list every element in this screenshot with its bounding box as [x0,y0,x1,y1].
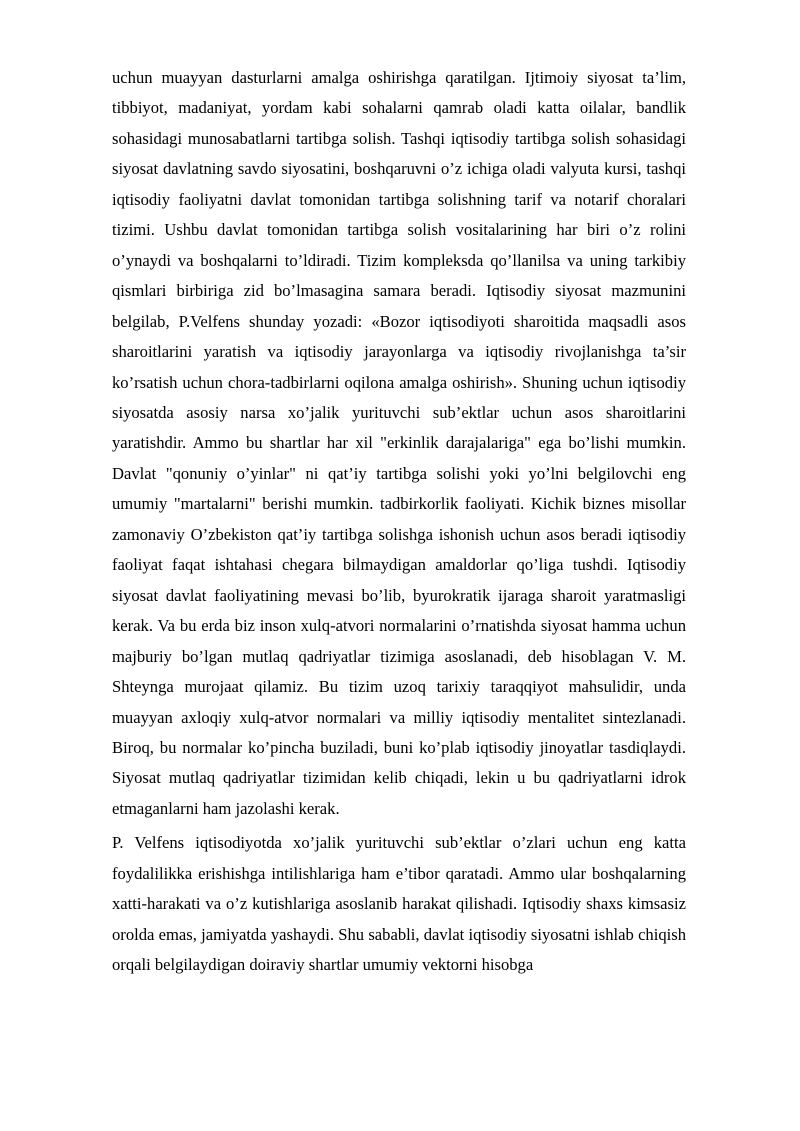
document-page [112,63,686,981]
body-paragraph-2: P. Velfens iqtisodiyotda xo’jalik yurituvchi sub’ektlar o’zlari uchun eng katta foydalilikka erishishga intilishlariga ham e’tibor qaratadi. Ammo ular boshqalarning xatti-harakati va o’z kutishlariga asoslanib harakat qilishadi. Iqtisodiy shaxs kimsasiz orolda emas, jamiyatda yashaydi. Shu sababli, davlat iqtisodiy siyosatni ishlab chiqish orqali belgilaydigan doiraviy shartlar umumiy vektorni hisobga [112,833,686,975]
body-paragraph-1: uchun muayyan dasturlarni amalga oshirishga qaratilgan. Ijtimoiy siyosat ta’lim, tibbiyot, madaniyat, yordam kabi sohalarni qamrab oladi katta oilalar, bandlik sohasidagi munosabatlarni tartibga solish. Tashqi iqtisodiy tartibga solish sohasidagi siyosat davlatning savdo siyosatini, boshqaruvni o’z ichiga oladi valyuta kursi, tashqi iqtisodiy faoliyatni davlat tomonidan tartibga solishning tarif va notarif choralari tizimi. Ushbu davlat tomonidan tartibga solish vositalarining har biri o’z rolini o’ynaydi va boshqalarni to’ldiradi. Tizim kompleksda qo’llanilsa va uning tarkibiy qismlari birbiriga zid bo’lmasagina samara beradi. Iqtisodiy siyosat mazmunini belgilab, P.Velfens shunday yozadi: «Bozor iqtisodiyoti sharoitida maqsadli asos sharoitlarini yaratish va iqtisodiy jarayonlarga va iqtisodiy rivojlanishga ta’sir ko’rsatish uchun chora-tadbirlarni oqilona amalga oshirish». Shuning uchun iqtisodiy siyosatda asosiy narsa xo’jalik yurituvchi sub’ektlar uchun asos sharoitlarini yaratishdir. Ammo bu shartlar har xil "erkinlik darajalariga" ega bo’lishi mumkin. Davlat "qonuniy o’yinlar" ni qat’iy tartibga solishi yoki yo’lni belgilovchi eng umumiy "martalarni" berishi mumkin. tadbirkorlik faoliyati. Kichik biznes misollar zamonaviy O’zbekiston qat’iy tartibga solishga ishonish uchun asos beradi iqtisodiy faoliyat faqat ishtahasi chegara bilmaydigan amaldorlar qo’liga tushdi. Iqtisodiy siyosat davlat faoliyatining mevasi bo’lib, byurokratik ijaraga sharoit yaratmasligi kerak. Va bu erda biz inson xulq-atvori normalarini o’rnatishda siyosat hamma uchun majburiy bo’lgan mutlaq qadriyatlar tizimiga asoslanadi, deb hisoblagan V. M. Shteynga murojaat qilamiz. Bu tizim uzoq tarixiy taraqqiyot mahsulidir, unda muayyan axloqiy xulq-atvor normalari va milliy iqtisodiy mentalitet sintezlanadi. Biroq, bu normalar ko’pincha buziladi, buni ko’plab iqtisodiy jinoyatlar tasdiqlaydi. Siyosat mutlaq qadriyatlar tizimidan kelib chiqadi, lekin u bu qadriyatlarni idrok etmaganlarni ham jazolashi kerak. [112,68,686,818]
